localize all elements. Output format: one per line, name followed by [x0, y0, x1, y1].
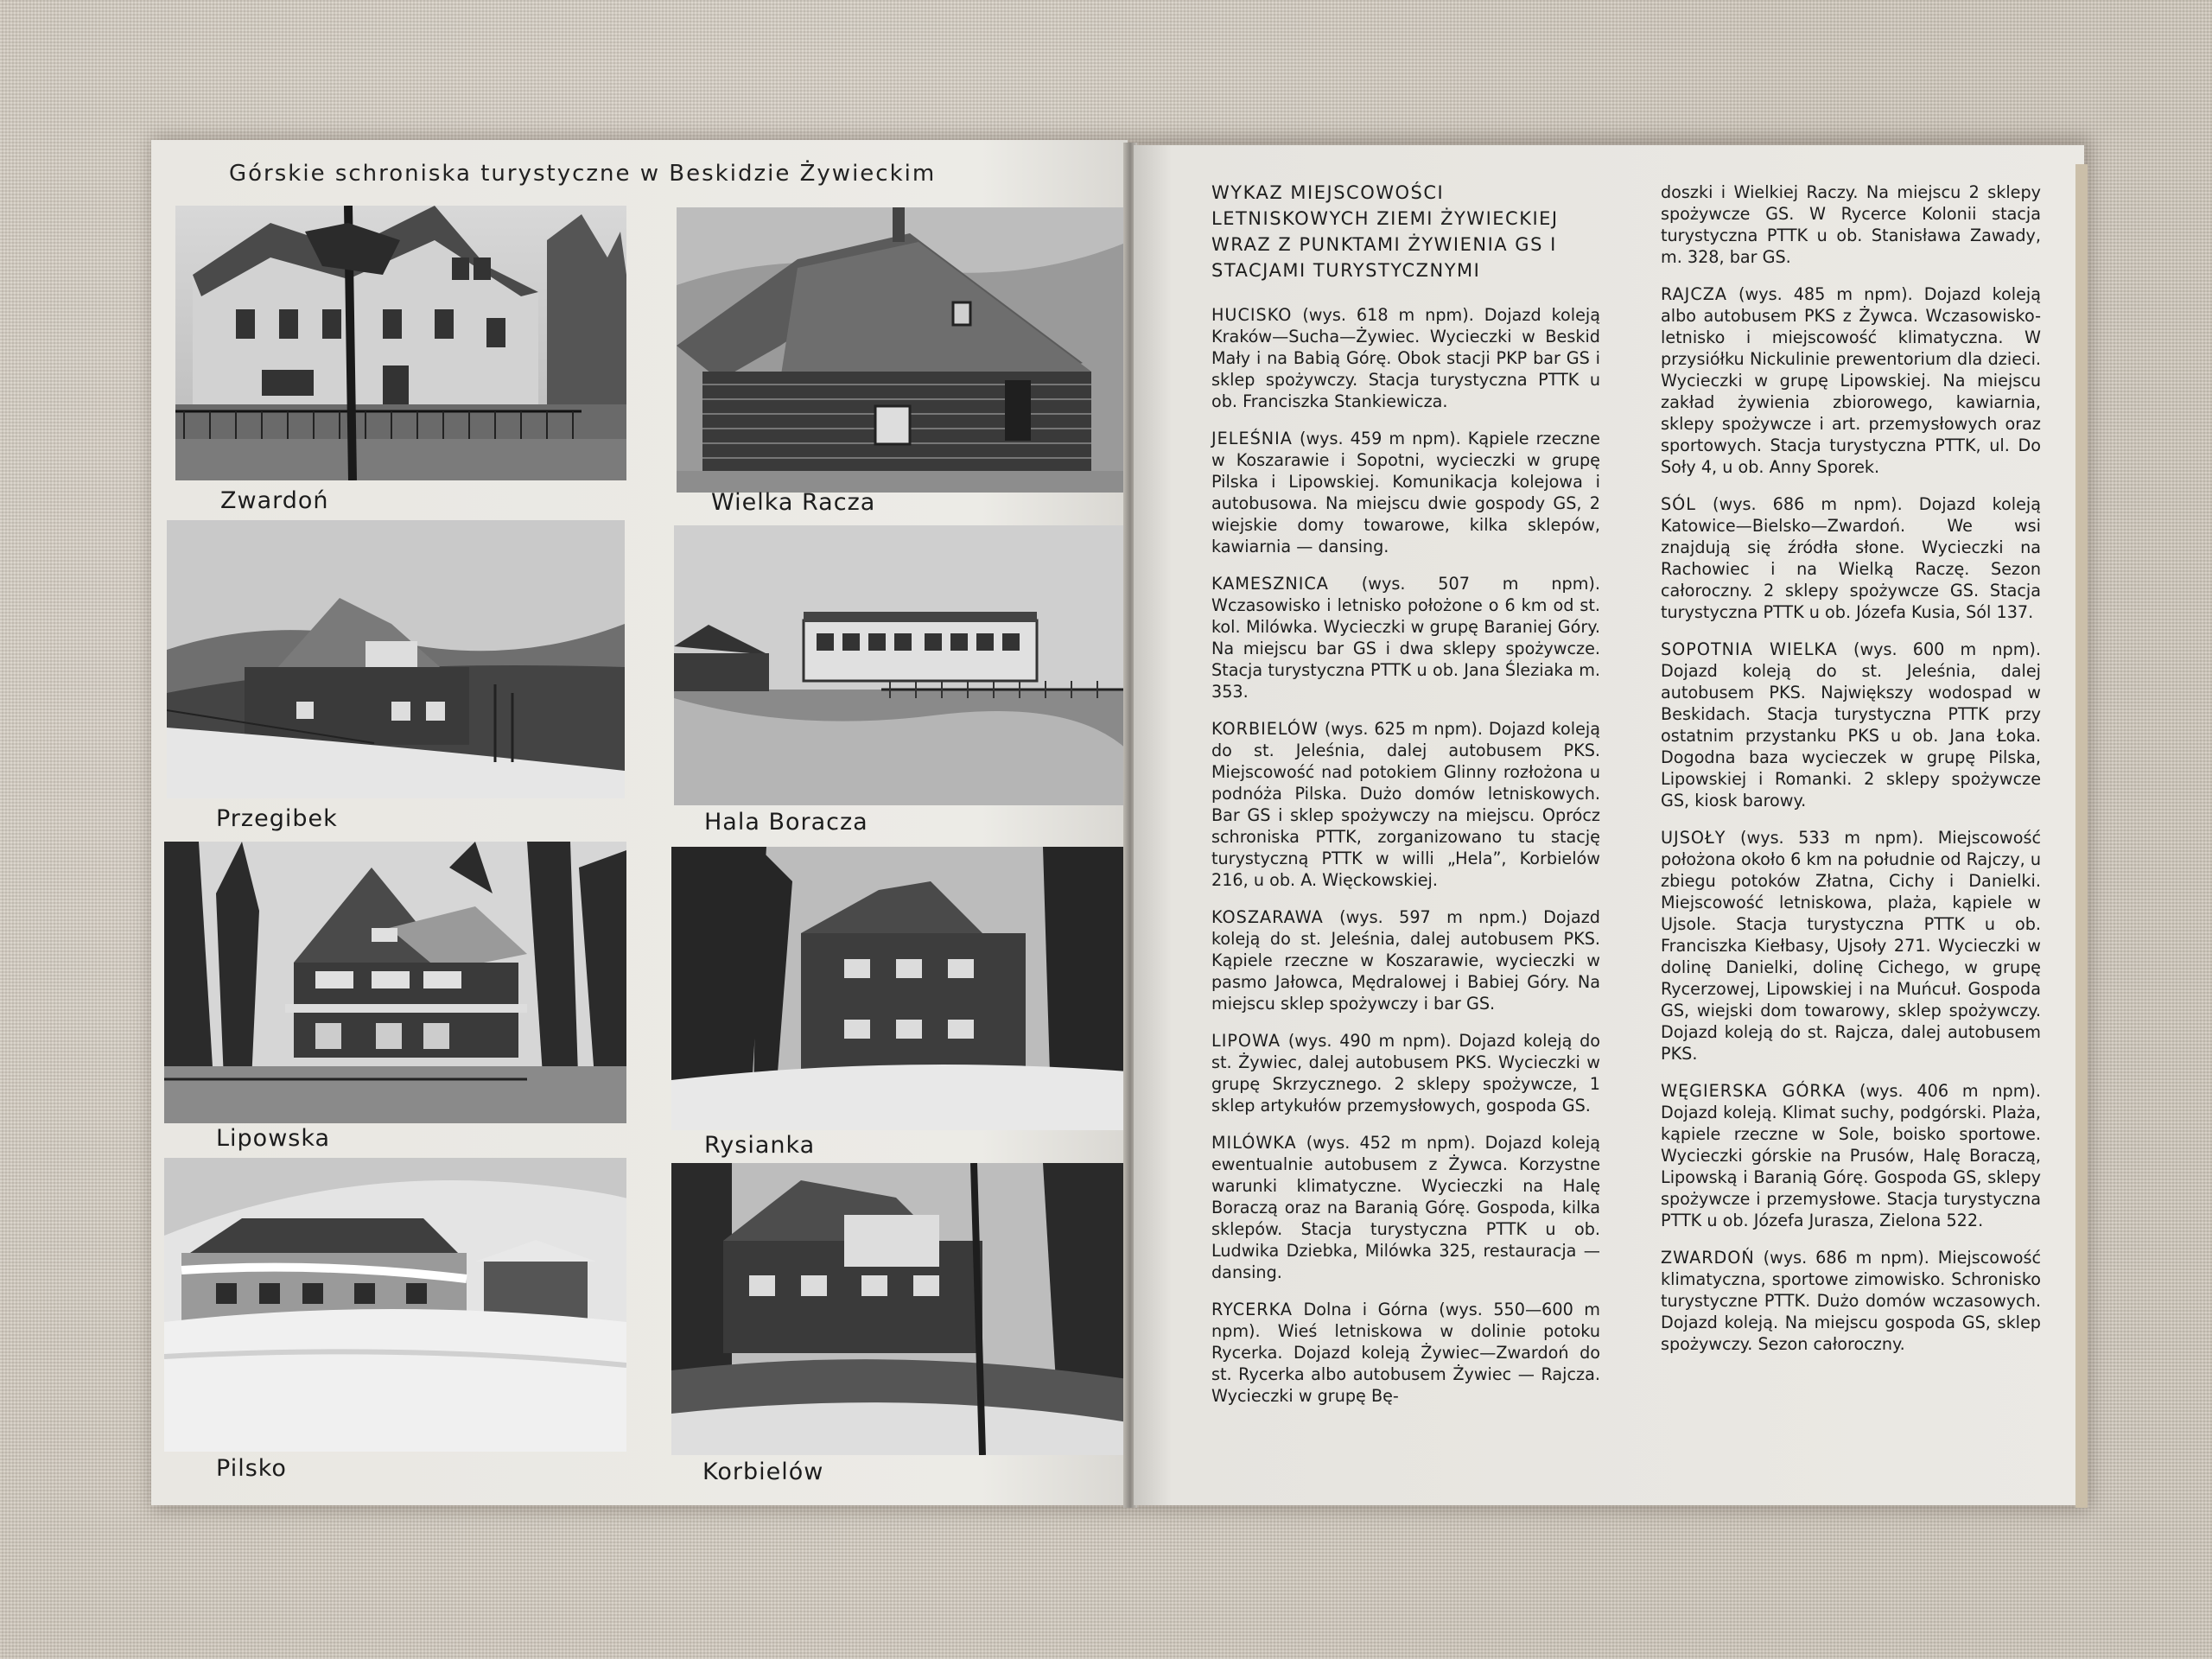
left-page [151, 140, 1128, 1505]
entry-text: Dolna i Górna (wys. 550—600 m npm). Wieś letniskowa w dolinie potoku Rycerka. Dojazd koleją Żywiec—Zwardoń do st. Rycerka albo autobusem Żywiec — Rajcza. Wycieczki w grupę Bę- [1211, 1300, 1600, 1406]
entry-korbielow [1211, 718, 1600, 891]
entry-name: MILÓWKA [1211, 1133, 1297, 1153]
entry-name: KORBIELÓW [1211, 719, 1319, 739]
right-page [1134, 145, 2084, 1505]
photo-caption: Wielka Racza [711, 489, 876, 516]
entry-hucisko [1211, 304, 1600, 412]
entry-name: UJSOŁY [1661, 828, 1726, 848]
photo-zwardon [175, 206, 626, 480]
entry-name: RAJCZA [1661, 284, 1728, 304]
entry-name: KOSZARAWA [1211, 907, 1324, 927]
entry-rycerka-continued [1661, 181, 2041, 268]
photo-wielka-racza [677, 207, 1128, 493]
photo-hala-boracza [674, 525, 1128, 805]
entry-zwardon [1661, 1247, 2041, 1355]
photo-caption: Zwardoń [220, 487, 329, 514]
entry-text: (wys. 600 m npm). Dojazd koleją do st. Jeleśnia, dalej autobusem PKS. Największy wodospad w Beskidach. Stacja turystyczna PTTK przy ostatnim przystanku PKS u ob. Jana Łoka. Dogodna baza wycieczek w grupę Pilska, Lipowskiej i Romanki. 2 sklepy spożywcze GS, kiosk barowy. [1661, 639, 2041, 810]
left-page-title: Górskie schroniska turystyczne w Beskidzie Żywieckim [229, 161, 937, 187]
entry-name: SÓL [1661, 494, 1696, 514]
entry-sopotnia-wielka [1661, 639, 2041, 811]
entry-name: LIPOWA [1211, 1031, 1281, 1051]
entry-milowka [1211, 1132, 1600, 1283]
entry-name: ZWARDOŃ [1661, 1248, 1755, 1268]
photo-caption: Korbielów [702, 1459, 824, 1485]
entry-koszarawa [1211, 906, 1600, 1014]
entry-text: (wys. 686 m npm). Miejscowość klimatyczna, sportowe zimowisko. Schronisko turystyczne PTTK. Dużo domów wczasowych. Dojazd koleją. Na miejscu gospoda GS, sklep spożywczy. Sezon całoroczny. [1661, 1248, 2041, 1354]
entry-wegierska-gorka [1661, 1080, 2041, 1231]
photo-caption: Pilsko [216, 1455, 287, 1482]
entry-text: (wys. 452 m npm). Dojazd koleją ewentualnie autobusem z Żywca. Korzystne warunki klimatyczne. Wycieczki na Halę Boraczą oraz na Baranią Górę. Gospoda, kilka sklepów. Stacja turystyczna PTTK u ob. Ludwika Dziebka, Milówka 325, restauracja — dansing. [1211, 1133, 1600, 1282]
entry-rajcza [1661, 283, 2041, 478]
entry-name: SOPOTNIA WIELKA [1661, 639, 1838, 659]
photo-pilsko [164, 1158, 626, 1452]
entry-name: JELEŚNIA [1211, 429, 1293, 448]
entry-kamesznica [1211, 573, 1600, 702]
entry-text: (wys. 618 m npm). Dojazd koleją Kraków—Sucha—Żywiec. Wycieczki w Beskid Mały i na Babią Górę. Obok stacji PKP bar GS i sklep spożywczy. Stacja turystyczna PTTK u ob. Franciszka Stankiewicza. [1211, 305, 1600, 411]
entry-text: (wys. 625 m npm). Dojazd koleją do st. Jeleśnia, dalej autobusem PKS. Miejscowość nad potokiem Glinny rozłożona u podnóża Pilska. Dużo domów letniskowych. Bar GS i sklep spożywczy na miejscu. Oprócz schroniska PTTK, zorganizowano tu stację turystyczną PTTK w willi „Hela”, Korbielów 216, u ob. A. Więckowskiej. [1211, 719, 1600, 890]
entry-lipowa [1211, 1030, 1600, 1116]
page-edge [2075, 164, 2088, 1508]
photo-caption: Lipowska [216, 1125, 331, 1152]
page-heading: WYKAZ MIEJSCOWOŚCI LETNISKOWYCH ZIEMI ŻYWIECKIEJ WRAZ Z PUNKTAMI ŻYWIENIA GS I STACJAMI TURYSTYCZNYMI [1211, 182, 1559, 281]
photo-rysianka [671, 847, 1128, 1130]
entry-sol [1661, 493, 2041, 623]
column-right [1661, 181, 2041, 1370]
photo-korbielow [671, 1163, 1128, 1455]
entry-text: (wys. 507 m npm). Wczasowisko i letnisko położone o 6 km od st. kol. Milówka. Wycieczki w grupę Baraniej Góry. Na miejscu bar GS i dwa sklepy spożywcze. Stacja turystyczna PTTK u ob. Jana Śleziaka m. 353. [1211, 574, 1600, 702]
photo-caption: Przegibek [216, 805, 338, 832]
entry-text: (wys. 597 m npm.) Dojazd koleją do st. Jeleśnia, dalej autobusem PKS. Kąpiele rzeczne w Koszarawie, wycieczki w pasmo Jałowca, Mędralowej i Babiej Góry. Na miejscu sklep spożywczy i bar GS. [1211, 907, 1600, 1014]
entry-name: KAMESZNICA [1211, 574, 1329, 594]
entry-text: (wys. 406 m npm). Dojazd koleją. Klimat suchy, podgórski. Plaża, kąpiele rzeczne w Sole, boisko sportowe. Wycieczki górskie na Prusów, Halę Boraczą, Lipowską i Baranią Górę. Gospoda GS, sklepy spożywcze i przemysłowe. Stacja turystyczna PTTK u ob. Józefa Jurasza, Zielona 522. [1661, 1081, 2041, 1230]
entry-rycerka [1211, 1299, 1600, 1407]
entry-text: (wys. 533 m npm). Miejscowość położona około 6 km na południe od Rajczy, u zbiegu potoków Złatna, Cichy i Danielki. Miejscowość letniskowa, plaża, kąpiele w Ujsole. Stacja turystyczna PTTK u ob. Franciszka Kiełbasy, Ujsoły 271. Wycieczki w dolinę Danielki, dolinę Cichego, w grupę Rycerzowej, Lipowskiej i na Muńcuł. Gospoda GS, wiejski dom towarowy, sklep spożywczy. Dojazd koleją do st. Rajcza, dalej autobusem PKS. [1661, 828, 2041, 1064]
entry-name: WĘGIERSKA GÓRKA [1661, 1081, 1847, 1101]
photo-przegibek [167, 520, 625, 798]
entry-name: RYCERKA [1211, 1300, 1293, 1319]
entry-text: (wys. 459 m npm). Kąpiele rzeczne w Koszarawie i Sopotni, wycieczki w grupę Pilska i Lipowskiej. Komunikacja kolejowa i autobusowa. Na miejscu dwie gospody GS, 2 wiejskie domy towarowe, kilka sklepów, kawiarnia — dansing. [1211, 429, 1600, 556]
column-left [1211, 180, 1600, 1422]
entry-jelesnia [1211, 428, 1600, 557]
entry-text: (wys. 686 m npm). Dojazd koleją Katowice—Bielsko—Zwardoń. We wsi znajdują się źródła słone. Wycieczki na Rachowiec i na Wielką Raczę. Sezon całoroczny. 2 sklepy spożywcze GS. Stacja turystyczna PTTK u ob. Józefa Kusia, Sól 137. [1661, 494, 2041, 622]
entry-text: doszki i Wielkiej Raczy. Na miejscu 2 sklepy spożywcze GS. W Rycerce Kolonii stacja turystyczna PTTK u ob. Stanisława Zawady, m. 328, bar GS. [1661, 182, 2041, 267]
entry-text: (wys. 490 m npm). Dojazd koleją do st. Żywiec, dalej autobusem PKS. Wycieczki w grupę Skrzycznego. 2 sklepy spożywcze, 1 sklep artykułów przemysłowych, gospoda GS. [1211, 1031, 1600, 1116]
photo-caption: Rysianka [704, 1132, 816, 1159]
photo-caption: Hala Boracza [704, 809, 868, 836]
entry-name: HUCISKO [1211, 305, 1293, 325]
entry-text: (wys. 485 m npm). Dojazd koleją albo autobusem PKS z Żywca. Wczasowisko-letnisko i miejscowość klimatyczna. W przysiółku Nickulinie prewentorium dla dzieci. Wycieczki w grupę Lipowskiej. Na miejscu zakład żywienia zbiorowego, kawiarnia, sklepy spożywcze i art. przemysłowych oraz sportowych. Stacja turystyczna PTTK, ul. Do Soły 4, u ob. Anny Sporek. [1661, 284, 2041, 477]
entry-ujsoly [1661, 827, 2041, 1065]
photo-lipowska [164, 842, 626, 1123]
